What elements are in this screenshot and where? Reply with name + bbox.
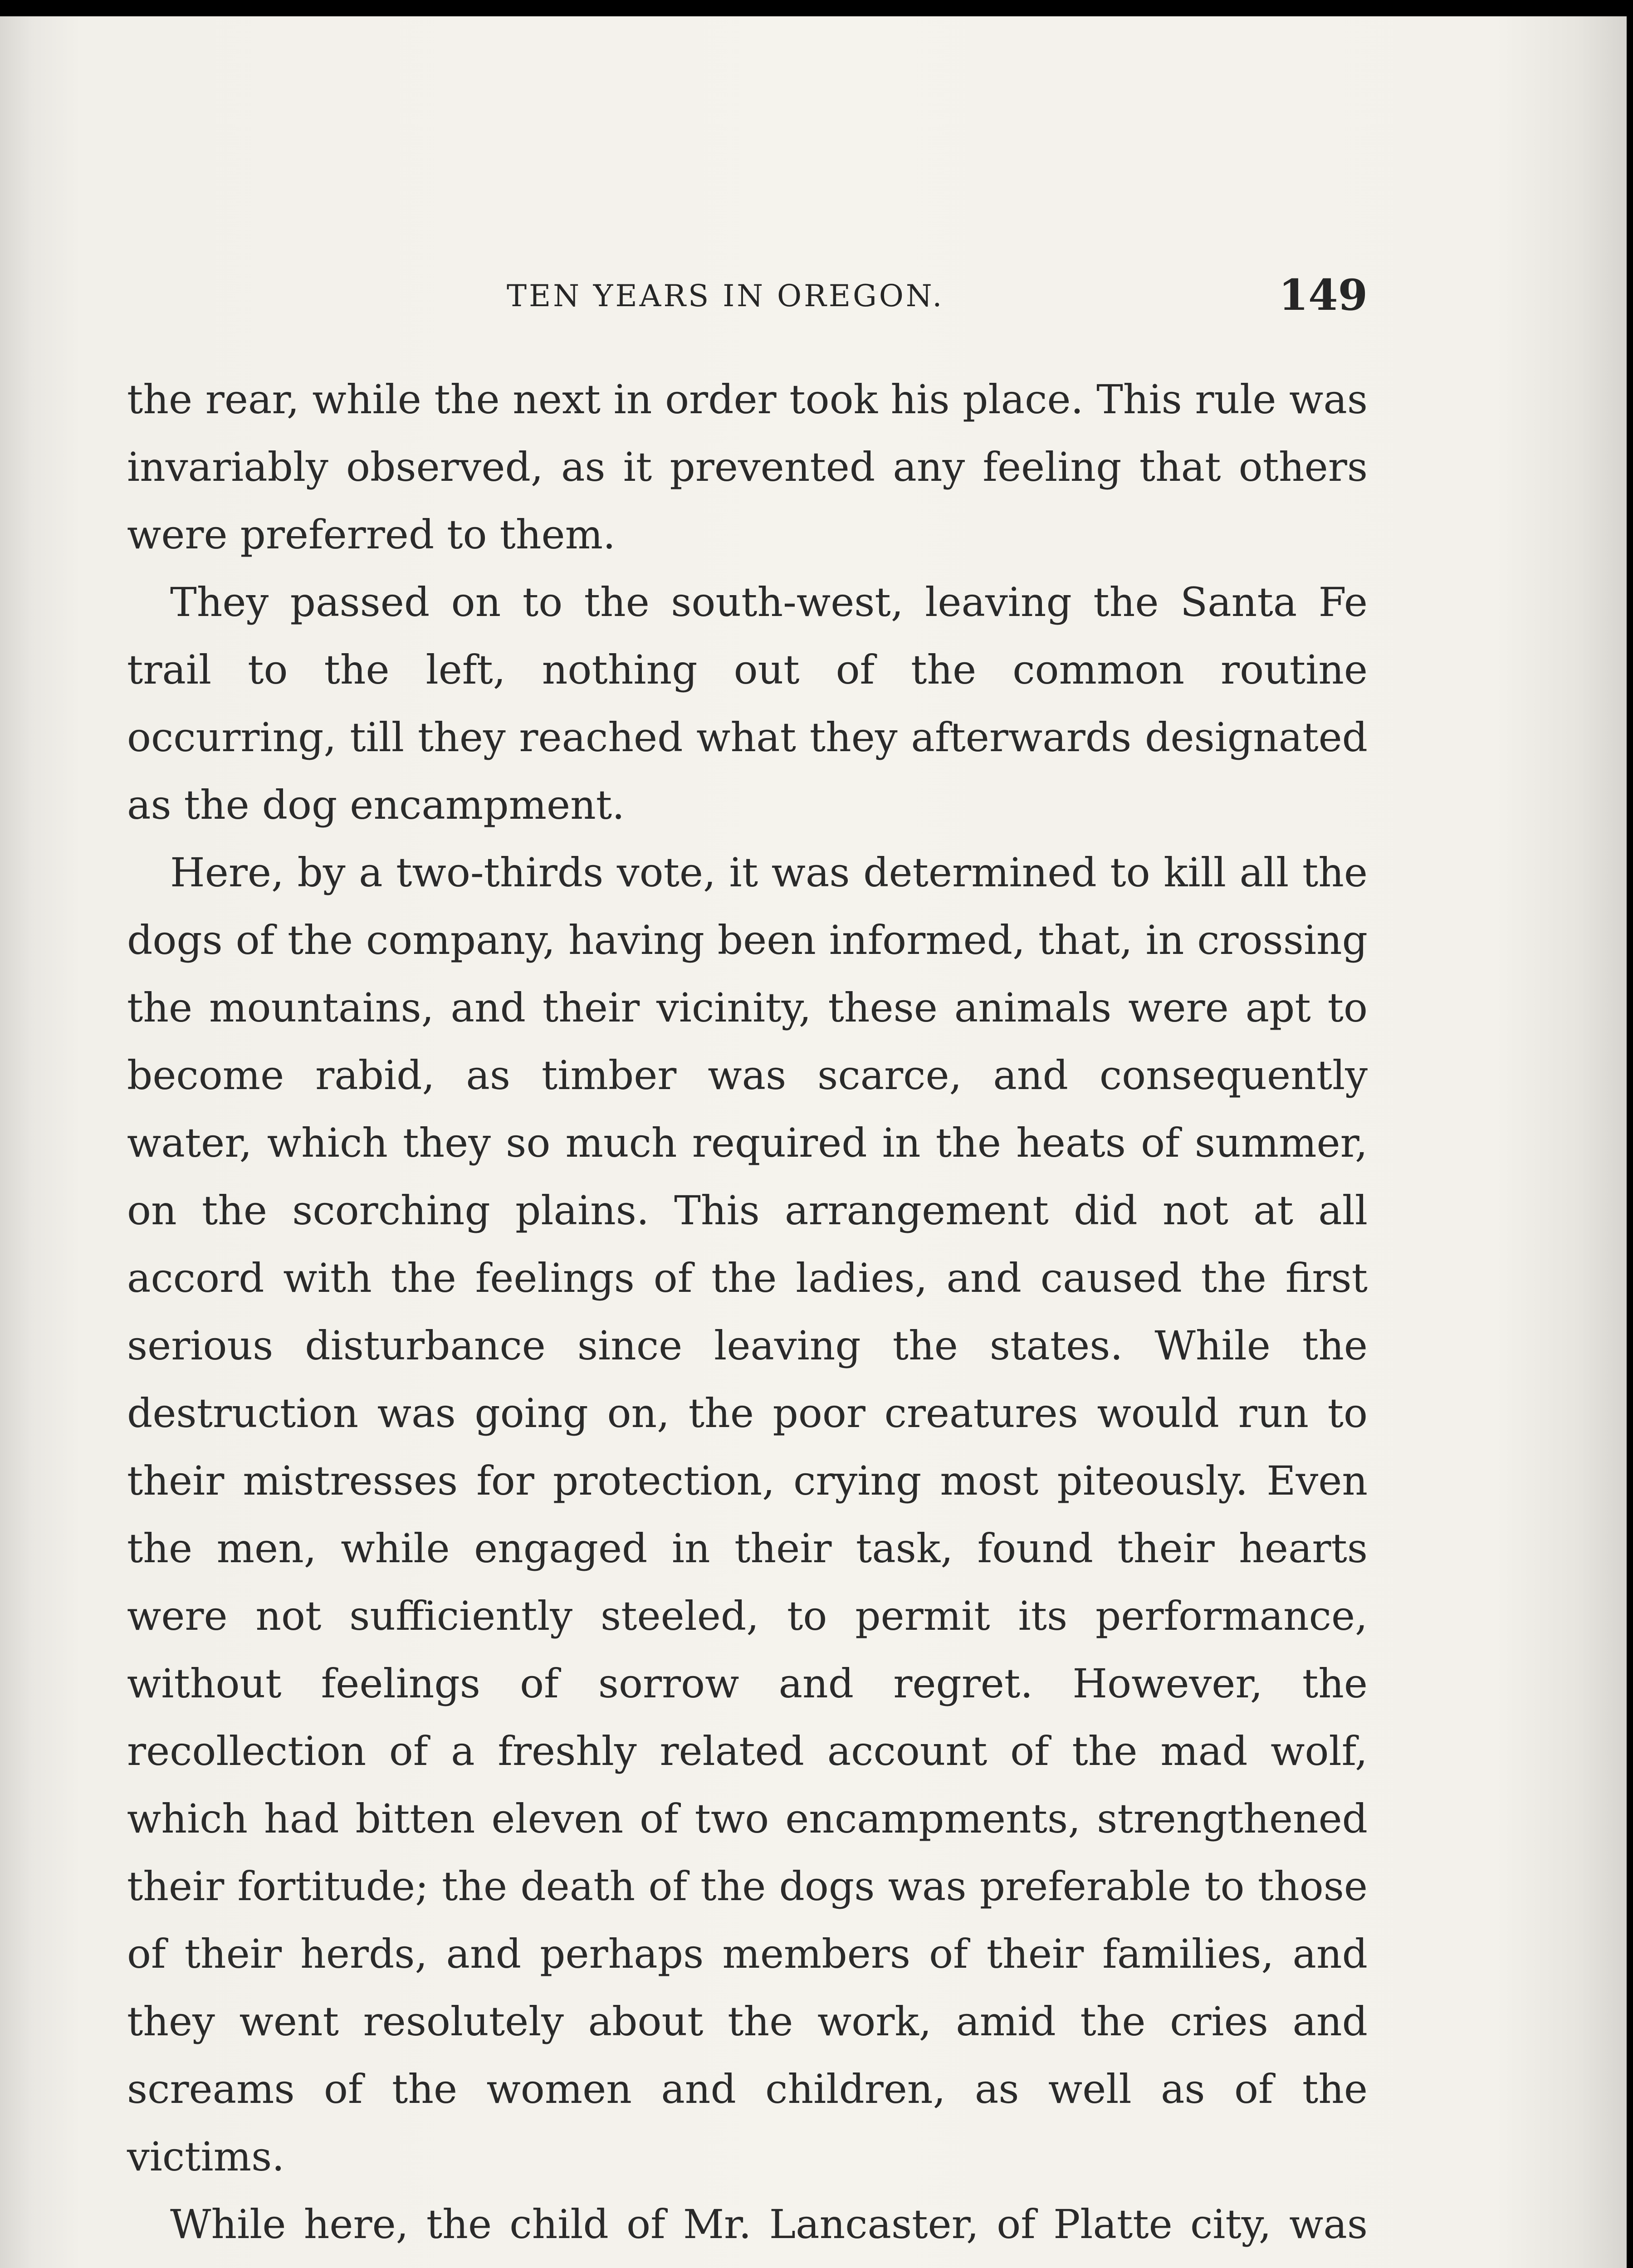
paragraph-continued: the rear, while the next in order took his place. This rule was invariably observed, as it prevented any feeling that others were preferred to them. — [127, 376, 1368, 558]
paragraph: Here, by a two-thirds vote, it was determined to kill all the dogs of the company, having been informed, that, in crossing the mountains, and their vicinity, these animals were apt to become rabid, as timber was scarce, and consequently water, which they so much required in the heats of summer, on the scorching plains. This arrangement did not at all accord with the feelings of the ladies, and caused the first serious disturbance since leaving the states. While the destruction was going on, the poor creatures would run to their mistresses for protection, crying most piteously. Even the men, while engaged in their task, found their hearts were not sufficiently steeled, to permit its performance, without feelings of sorrow and regret. However, the recollection of a freshly related account of the mad wolf, which had bitten eleven of two encampments, strengthened their fortitude; the death of the dogs was preferable to those of their herds, and perhaps members of their families, and they went resolutely about the work, amid the cries and screams of the women and children, as well as of the victims. — [127, 849, 1368, 2180]
body-text — [127, 366, 1368, 2268]
running-head — [125, 270, 1368, 338]
paragraph: They passed on to the south-west, leaving the Santa Fe trail to the left, nothing out of the common routine occurring, till they reached what they afterwards designated as the dog encampment. — [127, 579, 1368, 828]
page-number: 149 — [1278, 270, 1368, 320]
paragraph: While here, the child of Mr. Lancaster, of Platte city, was — [170, 2201, 1368, 2248]
running-head-title: TEN YEARS IN OREGON. — [507, 279, 944, 313]
